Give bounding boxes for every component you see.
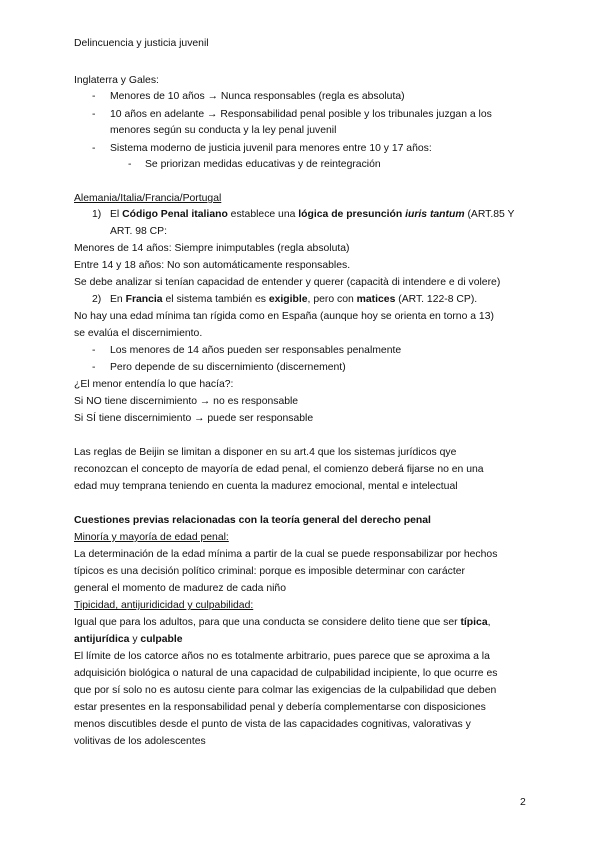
paragraph-line: Igual que para los adultos, para que una conducta se considere delito tiene que ser típica, bbox=[74, 617, 491, 628]
dash-marker: - bbox=[92, 91, 96, 102]
paragraph-line: volitivas de los adolescentes bbox=[74, 736, 206, 747]
england-item-1: Menores de 10 años → Nunca responsables (regla es absoluta) bbox=[110, 91, 405, 102]
paragraph-line: menos discutibles desde el punto de vista de las capacidades cognitivas, valorativas y bbox=[74, 719, 471, 730]
paragraph-line: estar presentes en la responsabilidad penal y debería complementarse con disposiciones bbox=[74, 702, 486, 713]
beijing-line: reconozcan el concepto de mayoría de edad penal, el comienzo deberá fijarse no en una bbox=[74, 464, 484, 475]
paragraph-line: que por sí solo no es autosu ciente para colmar las exigencias de la culpabilidad que deben bbox=[74, 685, 497, 696]
england-heading: Inglaterra y Gales: bbox=[74, 75, 159, 86]
dash-marker: - bbox=[128, 159, 132, 170]
beijing-line: Las reglas de Beijin se limitan a disponer en su art.4 que los sistemas jurídicos qye bbox=[74, 447, 457, 458]
europe-heading: Alemania/Italia/Francia/Portugal bbox=[74, 193, 222, 204]
europe-dash-item-1: Los menores de 14 años pueden ser responsables penalmente bbox=[110, 345, 402, 356]
europe-dash-item-2: Pero depende de su discernimiento (discernement) bbox=[110, 362, 346, 373]
paragraph-line: Si NO tiene discernimiento → no es responsable bbox=[74, 396, 299, 407]
dash-marker: - bbox=[92, 143, 96, 154]
section-heading: Cuestiones previas relacionadas con la teoría general del derecho penal bbox=[74, 515, 431, 526]
paragraph-line: general el momento de madurez de cada niño bbox=[74, 583, 286, 594]
subheading-tipicidad: Tipicidad, antijuridicidad y culpabilidad: bbox=[74, 600, 254, 611]
paragraph-line: La determinación de la edad mínima a partir de la cual se puede responsabilizar por hechos bbox=[74, 549, 498, 560]
paragraph-line: típicos es una decisión político criminal: porque es imposible determinar con carácter bbox=[74, 566, 465, 577]
list-number: 2) bbox=[92, 294, 102, 305]
england-item-3: Sistema moderno de justicia juvenil para menores entre 10 y 17 años: bbox=[110, 143, 432, 154]
paragraph-line: Se debe analizar si tenían capacidad de entender y querer (capacità di intendere e di volere) bbox=[74, 277, 501, 288]
dash-marker: - bbox=[92, 345, 96, 356]
paragraph-line: No hay una edad mínima tan rígida como en España (aunque hoy se orienta en torno a 13) bbox=[74, 311, 494, 322]
europe-item-2: En Francia el sistema también es exigible, pero con matices (ART. 122-8 CP). bbox=[110, 294, 478, 305]
europe-item-1: El Código Penal italiano establece una lógica de presunción iuris tantum (ART.85 Y bbox=[110, 209, 515, 220]
paragraph-line: Entre 14 y 18 años: No son automáticamente responsables. bbox=[74, 260, 351, 271]
paragraph-line: se evalúa el discernimiento. bbox=[74, 328, 203, 339]
england-item-2: 10 años en adelante → Responsabilidad penal posible y los tribunales juzgan a los bbox=[110, 109, 492, 120]
paragraph-line: Menores de 14 años: Siempre inimputables (regla absoluta) bbox=[74, 243, 350, 254]
dash-marker: - bbox=[92, 362, 96, 373]
europe-item-1-cont: ART. 98 CP: bbox=[110, 226, 167, 237]
paragraph-line: adquisición biológica o natural de una capacidad de culpabilidad incipiente, lo que ocurre es bbox=[74, 668, 498, 679]
list-number: 1) bbox=[92, 209, 102, 220]
paragraph-line: El límite de los catorce años no es totalmente arbitrario, pues parece que se aproxima a la bbox=[74, 651, 490, 662]
paragraph-line: antijurídica y culpable bbox=[74, 634, 183, 645]
dash-marker: - bbox=[92, 109, 96, 120]
england-item-4: Se priorizan medidas educativas y de reintegración bbox=[145, 159, 381, 170]
page-number: 2 bbox=[520, 797, 526, 808]
subheading-minoria: Minoría y mayoría de edad penal: bbox=[74, 532, 229, 543]
paragraph-line: ¿El menor entendía lo que hacía?: bbox=[74, 379, 234, 390]
paragraph-line: Si SÍ tiene discernimiento → puede ser responsable bbox=[74, 413, 314, 424]
beijing-line: edad muy temprana teniendo en cuenta la madurez emocional, mental e intelectual bbox=[74, 481, 458, 492]
running-header: Delincuencia y justicia juvenil bbox=[74, 38, 209, 49]
england-item-2-cont: menores según su conducta y la ley penal juvenil bbox=[110, 125, 337, 136]
